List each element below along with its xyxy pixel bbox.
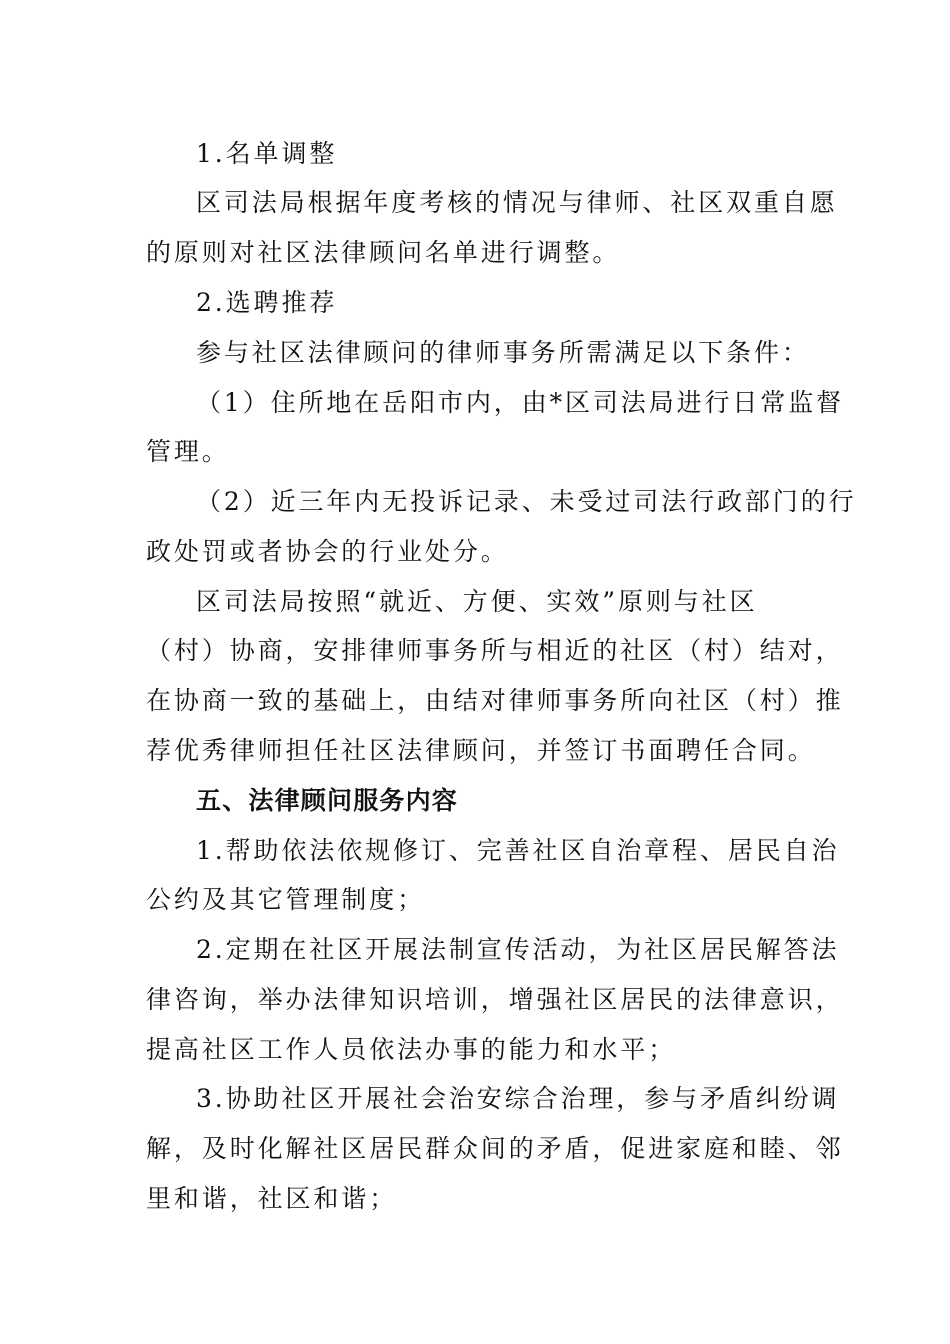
condition-item-2: （2）近三年内无投诉记录、未受过司法行政部门的行 — [196, 487, 857, 516]
paragraph-line: 政处罚或者协会的行业处分。 — [146, 537, 509, 566]
paragraph-line: 里和谐，社区和谐； — [146, 1184, 398, 1213]
condition-item-1: （1）住所地在岳阳市内，由*区司法局进行日常监督 — [196, 388, 845, 417]
service-item-3: 3.协助社区开展社会治安综合治理，参与矛盾纠纷调 — [196, 1084, 840, 1113]
paragraph-line: 在协商一致的基础上，由结对律师事务所向社区（村）推 — [146, 686, 844, 715]
paragraph-line: 律咨询，举办法律知识培训，增强社区居民的法律意识， — [146, 985, 844, 1014]
paragraph-line: 的原则对社区法律顾问名单进行调整。 — [146, 238, 621, 267]
paragraph-line: 参与社区法律顾问的律师事务所需满足以下条件： — [196, 338, 810, 367]
service-item-2: 2.定期在社区开展法制宣传活动，为社区居民解答法 — [196, 935, 840, 964]
paragraph-line: 公约及其它管理制度； — [146, 885, 426, 914]
paragraph-line: 荐优秀律师担任社区法律顾问，并签订书面聘任合同。 — [146, 736, 816, 765]
paragraph-line: （村）协商，安排律师事务所与相近的社区（村）结对， — [146, 636, 844, 665]
paragraph-line: 区司法局按照“就近、方便、实效”原则与社区 — [196, 587, 758, 616]
section-heading-service-content: 五、法律顾问服务内容 — [196, 786, 459, 815]
paragraph-line: 区司法局根据年度考核的情况与律师、社区双重自愿 — [196, 188, 838, 217]
paragraph-line: 管理。 — [146, 437, 230, 466]
paragraph-line: 提高社区工作人员依法办事的能力和水平； — [146, 1035, 677, 1064]
subheading-list-adjustment: 1.名单调整 — [196, 139, 338, 168]
service-item-1: 1.帮助依法依规修订、完善社区自治章程、居民自治 — [196, 836, 840, 865]
subheading-selection-recommendation: 2.选聘推荐 — [196, 288, 338, 317]
paragraph-line: 解，及时化解社区居民群众间的矛盾，促进家庭和睦、邻 — [146, 1134, 844, 1163]
